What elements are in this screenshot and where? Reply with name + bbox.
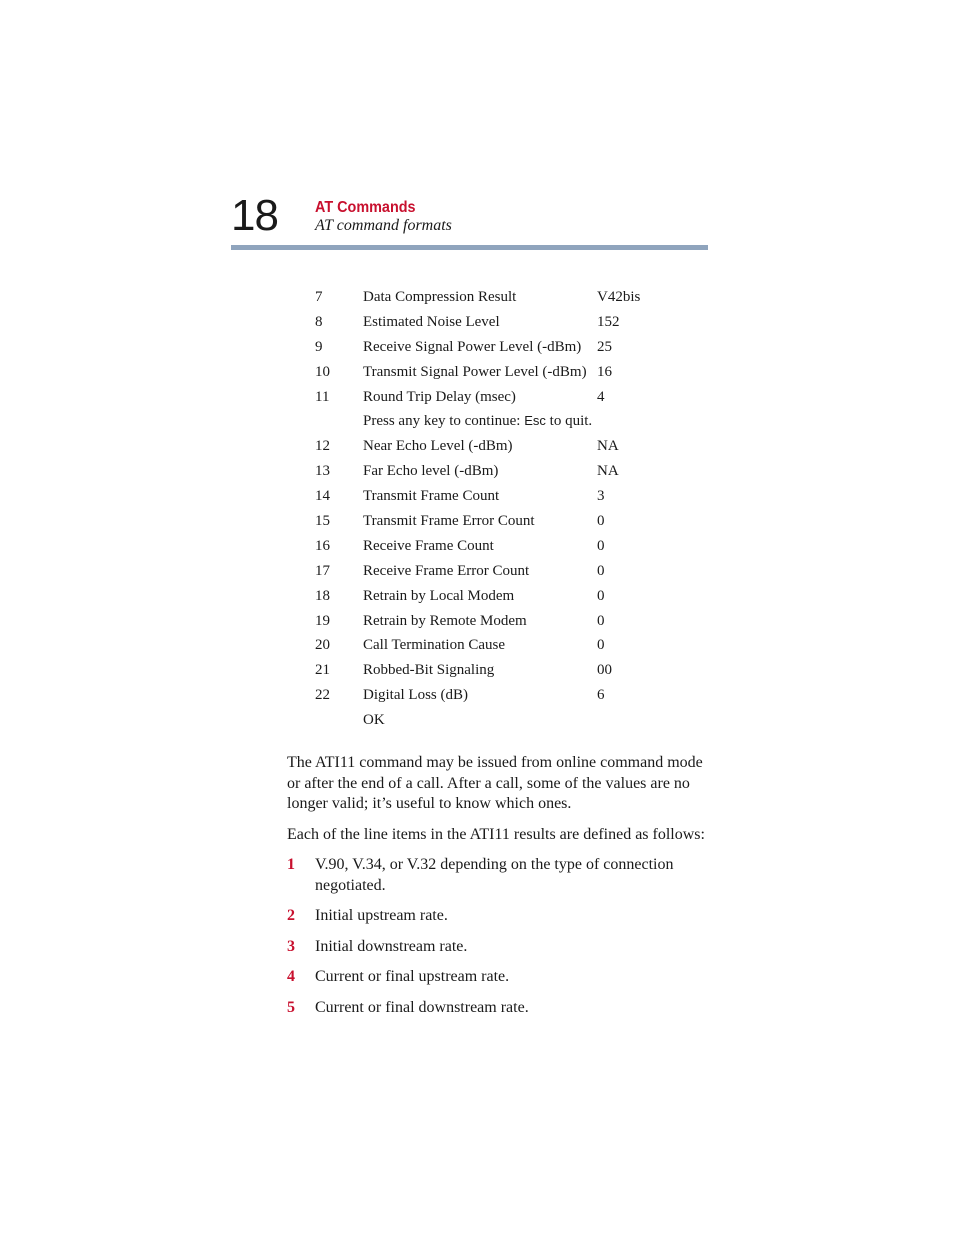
row-label: Transmit Frame Count: [363, 488, 500, 505]
row-label: Transmit Signal Power Level (-dBm): [363, 363, 587, 380]
row-number: 19: [315, 612, 330, 629]
item-text: Current or final upstream rate.: [315, 968, 510, 985]
row-label: Near Echo Level (-dBm): [363, 438, 513, 455]
row-number: 17: [315, 562, 330, 579]
listing-row: [315, 683, 715, 708]
item-number: 5: [287, 998, 295, 1016]
row-number: 14: [315, 488, 330, 505]
definition-list: [287, 855, 712, 1028]
list-item: [287, 855, 712, 896]
row-label: Retrain by Local Modem: [363, 587, 515, 604]
listing-row: [315, 484, 715, 509]
row-value: 4: [597, 388, 605, 405]
listing-row: [315, 459, 715, 484]
listing-row: [315, 509, 715, 534]
listing-ok-row: [315, 708, 715, 733]
row-number: 11: [315, 388, 330, 405]
row-number: 21: [315, 662, 330, 679]
row-label: Retrain by Remote Modem: [363, 612, 527, 629]
row-value: 3: [597, 488, 605, 505]
row-label: Digital Loss (dB): [363, 687, 468, 704]
listing-row: [315, 559, 715, 584]
command-output-listing: [315, 285, 715, 733]
row-value: 00: [597, 662, 612, 679]
row-value: 0: [597, 513, 605, 530]
row-label: Call Termination Cause: [363, 637, 505, 654]
listing-row: [315, 658, 715, 683]
listing-row: [315, 633, 715, 658]
row-label: Round Trip Delay (msec): [363, 388, 516, 405]
row-label: Estimated Noise Level: [363, 313, 500, 330]
listing-row: [315, 310, 715, 335]
item-text: V.90, V.34, or V.32 depending on the type of connection negotiated.: [315, 856, 674, 894]
list-item: [287, 906, 712, 927]
row-number: 15: [315, 513, 330, 530]
row-value: 0: [597, 587, 605, 604]
prompt-after: to quit.: [545, 413, 593, 430]
ok-response: OK: [363, 712, 385, 729]
prompt-before: Press any key to continue:: [363, 413, 525, 430]
list-item: [287, 967, 712, 988]
item-number: 1: [287, 856, 295, 873]
row-label: Receive Frame Error Count: [363, 562, 530, 579]
row-number: 9: [315, 338, 323, 355]
list-item: [287, 998, 712, 1019]
listing-row: [315, 584, 715, 609]
row-value: NA: [597, 438, 619, 455]
row-value: 16: [597, 363, 612, 380]
section-title: AT command formats: [315, 217, 452, 234]
listing-row: [315, 609, 715, 634]
row-number: 18: [315, 587, 330, 604]
row-value: 0: [597, 637, 605, 654]
row-number: 10: [315, 363, 330, 380]
row-label: Transmit Frame Error Count: [363, 513, 535, 530]
listing-row: [315, 534, 715, 559]
row-value: 152: [597, 313, 620, 330]
row-label: Robbed-Bit Signaling: [363, 662, 495, 679]
body-paragraph: Each of the line items in the ATI11 results are defined as follows:: [287, 826, 705, 843]
continue-prompt: [315, 409, 715, 434]
row-value: 0: [597, 562, 605, 579]
row-number: 7: [315, 289, 323, 305]
body-paragraph: The ATI11 command may be issued from online command mode or after the end of a call. After a call, some of the values are no longer valid; it’s useful to know which ones.: [287, 754, 703, 812]
item-text: Initial downstream rate.: [315, 937, 468, 955]
chapter-title: AT Commands: [315, 199, 416, 216]
row-value: 0: [597, 537, 605, 554]
listing-row: [315, 385, 715, 410]
item-text: Initial upstream rate.: [315, 907, 448, 924]
list-item: [287, 937, 712, 958]
listing-row: [315, 434, 715, 459]
row-number: 20: [315, 637, 330, 654]
row-number: 16: [315, 537, 330, 554]
row-value: 0: [597, 612, 605, 629]
item-number: 4: [287, 968, 295, 985]
prompt-text: [363, 409, 592, 434]
listing-row: [315, 285, 715, 310]
item-number: 3: [287, 937, 295, 955]
listing-row: [315, 335, 715, 360]
row-value: NA: [597, 463, 619, 480]
row-label: Data Compression Result: [363, 289, 517, 305]
page-number: 18: [231, 191, 278, 240]
row-value: 25: [597, 338, 612, 355]
row-label: Receive Frame Count: [363, 537, 494, 554]
row-number: 12: [315, 438, 330, 455]
row-number: 13: [315, 463, 330, 480]
row-number: 22: [315, 687, 330, 704]
header-rule: [231, 245, 708, 250]
listing-row: [315, 360, 715, 385]
row-number: 8: [315, 313, 323, 330]
row-label: Receive Signal Power Level (-dBm): [363, 338, 582, 355]
item-text: Current or final downstream rate.: [315, 998, 529, 1016]
row-label: Far Echo level (-dBm): [363, 463, 499, 480]
row-value: V42bis: [597, 289, 641, 305]
esc-key-label: Esc: [524, 413, 546, 429]
item-number: 2: [287, 907, 295, 924]
row-value: 6: [597, 687, 605, 704]
